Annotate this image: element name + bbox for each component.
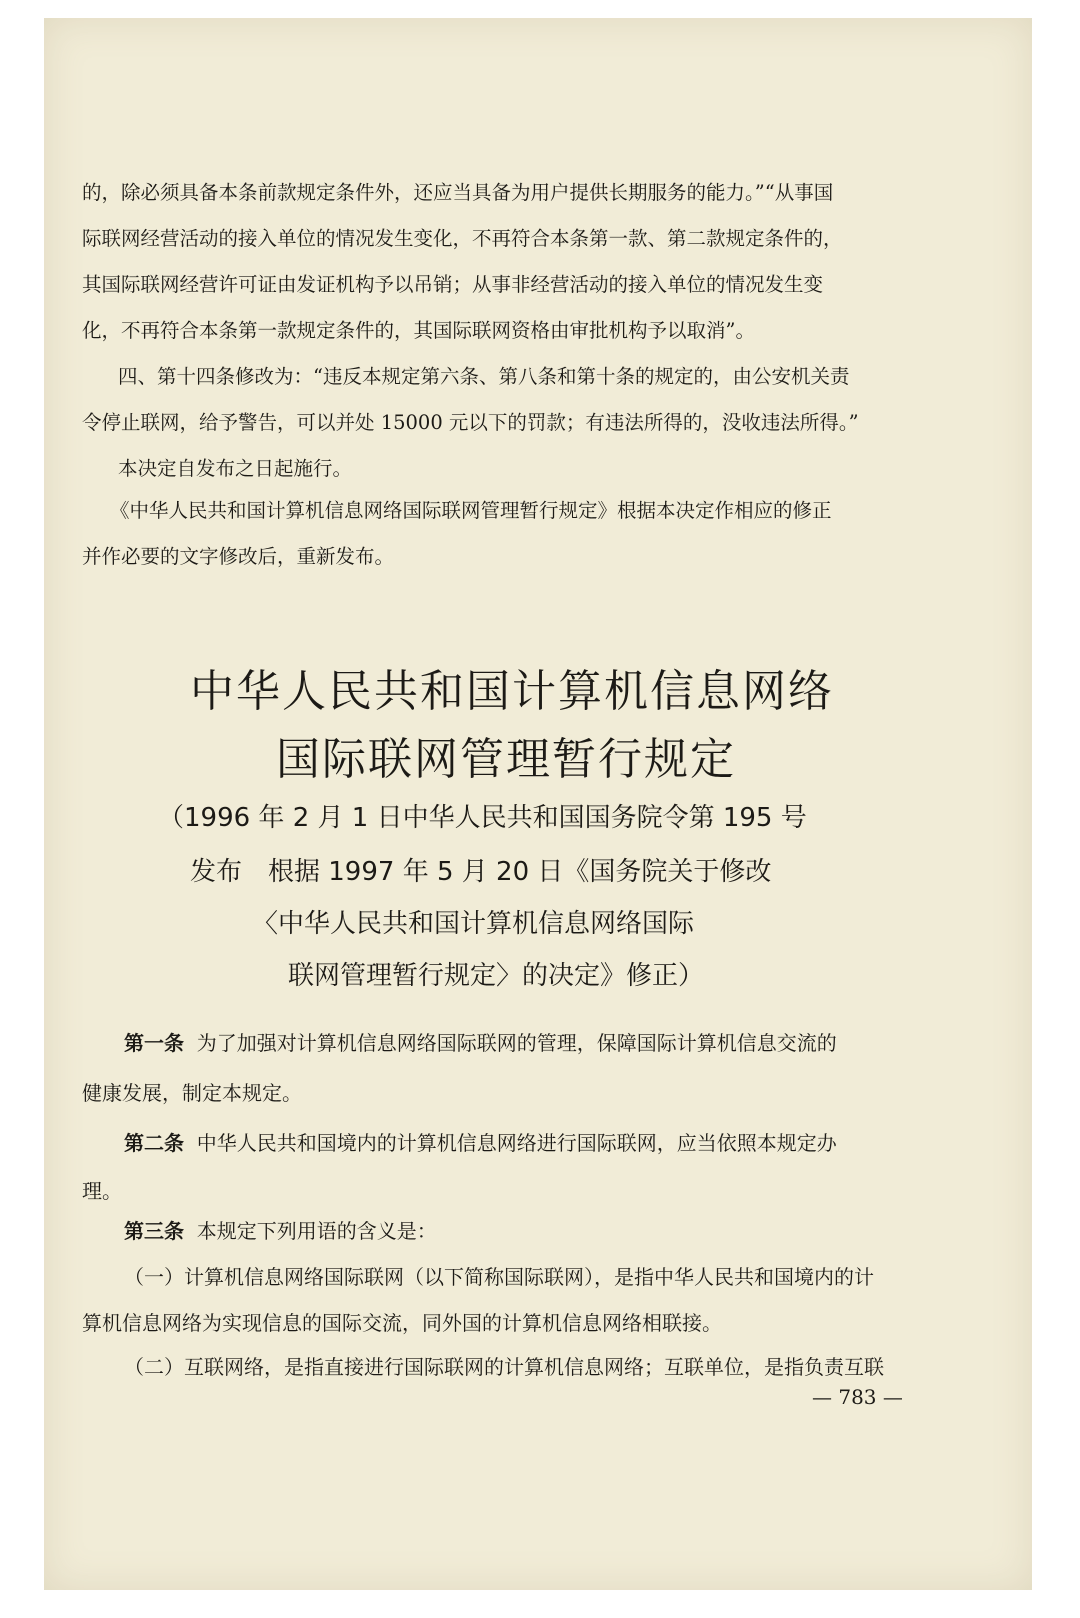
article-3-text: 本规定下列用语的含义是： [196, 1219, 437, 1243]
document-title-line-1: 中华人民共和国计算机信息网络 [190, 666, 834, 717]
article-3 [124, 1216, 437, 1246]
article-3-item-1: （一）计算机信息网络国际联网（以下简称国际联网），是指中华人民共和国境内的计 [124, 1265, 874, 1289]
paragraph-line: 四、第十四条修改为：“违反本规定第六条、第八条和第十条的规定的，由公安机关责 [118, 365, 850, 388]
article-2 [124, 1128, 837, 1158]
paragraph-line: 并作必要的文字修改后，重新发布。 [82, 545, 395, 568]
article-2-text: 中华人民共和国境内的计算机信息网络进行国际联网，应当依照本规定办 [196, 1131, 837, 1155]
page-number: — 783 — [812, 1385, 903, 1409]
article-1-text: 为了加强对计算机信息网络国际联网的管理，保障国际计算机信息交流的 [196, 1031, 837, 1055]
paragraph-line: 其国际联网经营许可证由发证机构予以吊销；从事非经营活动的接入单位的情况发生变 [82, 273, 824, 296]
article-3-item-1-continuation: 算机信息网络为实现信息的国际交流，同外国的计算机信息网络相联接。 [82, 1311, 722, 1335]
article-3-label: 第三条 [124, 1219, 184, 1243]
paragraph-line: 际联网经营活动的接入单位的情况发生变化，不再符合本条第一款、第二款规定条件的， [82, 227, 843, 250]
article-2-continuation: 理。 [82, 1179, 122, 1203]
subtitle-line: （1996 年 2 月 1 日中华人民共和国国务院令第 195 号 [158, 803, 807, 833]
paragraph-line: 化，不再符合本条第一款规定条件的，其国际联网资格由审批机构予以取消”。 [82, 319, 755, 342]
article-2-label: 第二条 [124, 1131, 184, 1155]
paragraph-line: 本决定自发布之日起施行。 [118, 457, 353, 480]
paragraph-line: 的，除必须具备本条前款规定条件外，还应当具备为用户提供长期服务的能力。”“从事国 [82, 181, 834, 204]
paragraph-line: 《中华人民共和国计算机信息网络国际联网管理暂行规定》根据本决定作相应的修正 [110, 499, 832, 522]
article-1-label: 第一条 [124, 1031, 184, 1055]
subtitle-line: 〈中华人民共和国计算机信息网络国际 [252, 909, 695, 939]
subtitle-line: 发布 根据 1997 年 5 月 20 日《国务院关于修改 [190, 857, 772, 887]
document-title-line-2: 国际联网管理暂行规定 [276, 734, 736, 785]
article-1-continuation: 健康发展，制定本规定。 [82, 1081, 302, 1105]
article-1 [124, 1028, 837, 1058]
paragraph-line: 令停止联网，给予警告，可以并处 15000 元以下的罚款；有违法所得的，没收违法所得。” [82, 411, 859, 434]
article-3-item-2: （二）互联网络，是指直接进行国际联网的计算机信息网络；互联单位，是指负责互联 [124, 1355, 884, 1379]
subtitle-line: 联网管理暂行规定〉的决定》修正） [288, 961, 705, 991]
